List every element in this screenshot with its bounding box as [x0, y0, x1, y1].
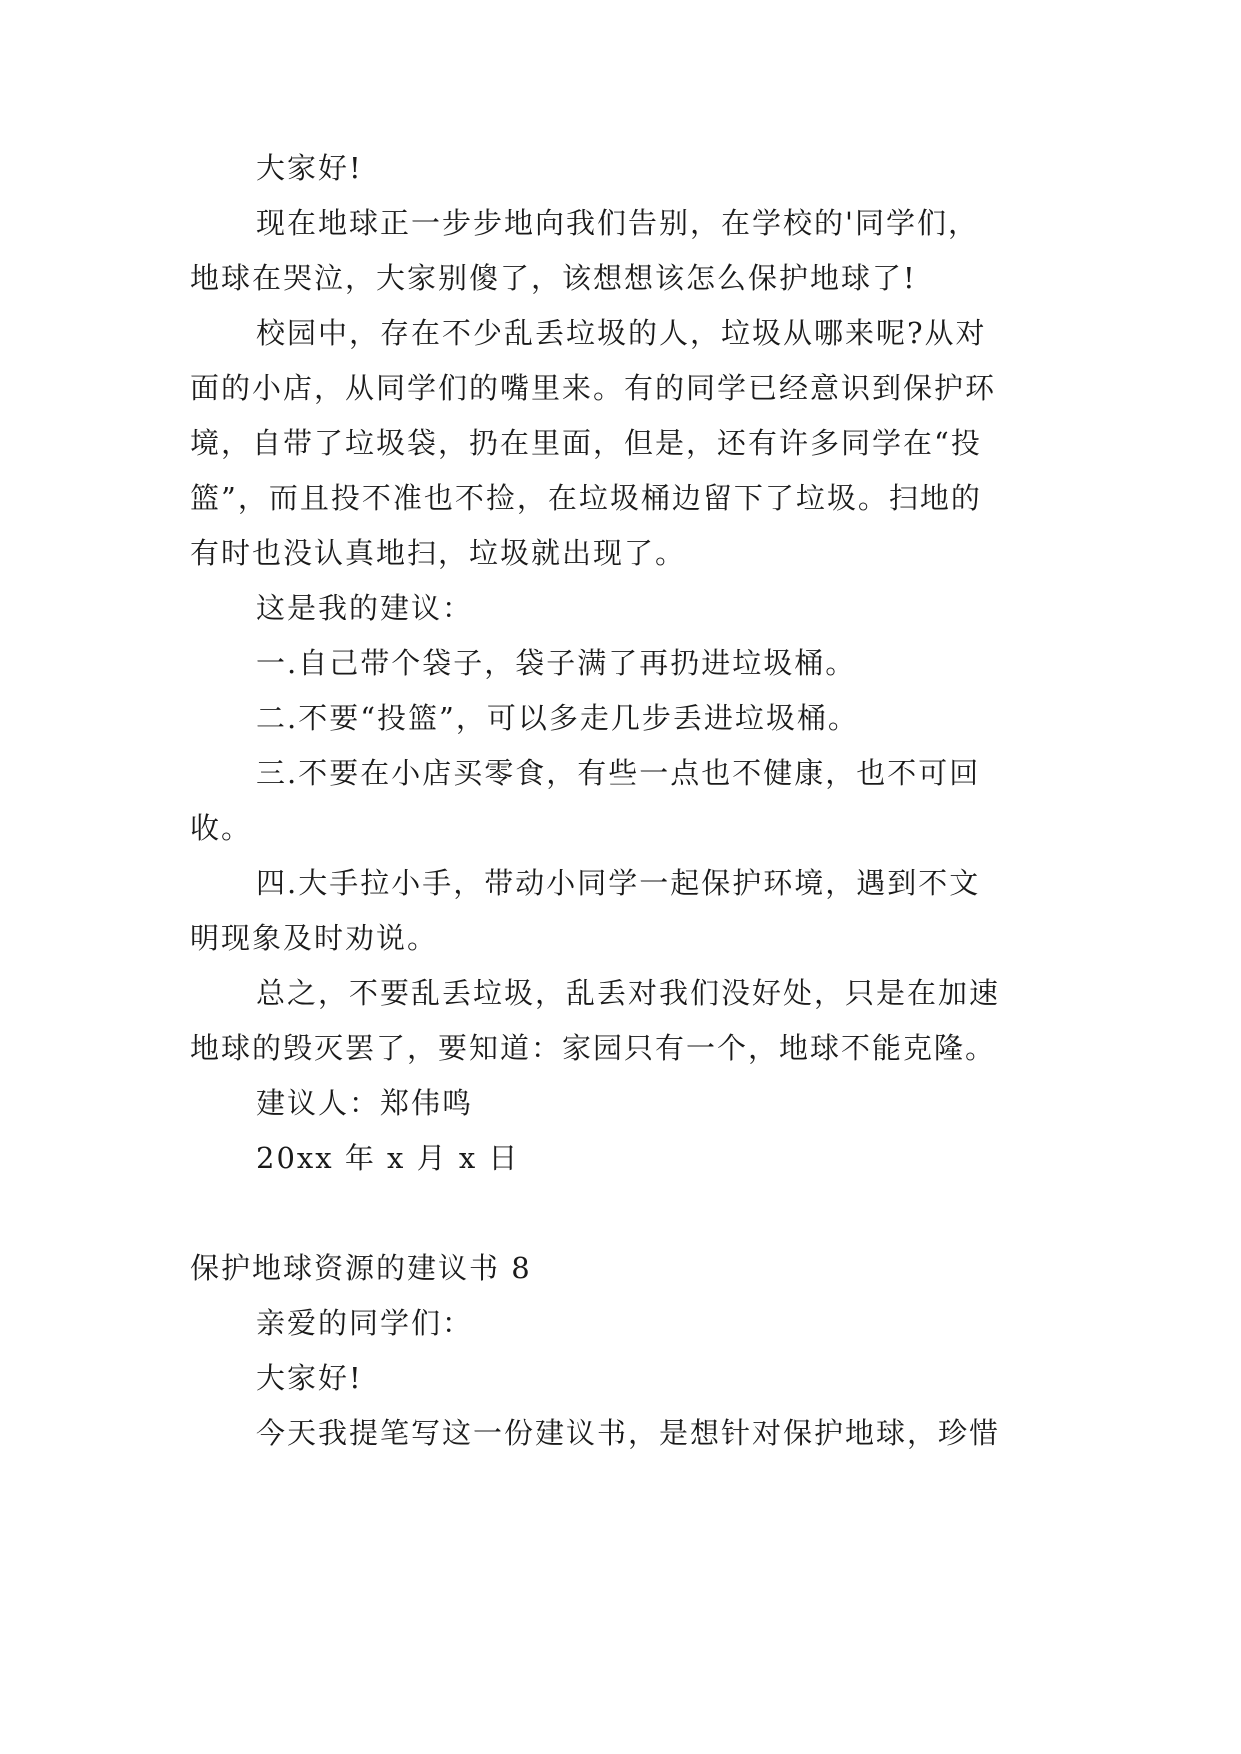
paragraph-line: 校园中，存在不少乱丢垃圾的人，垃圾从哪来呢?从对: [256, 316, 987, 350]
paragraph-line: 地球在哭泣，大家别傻了，该想想该怎么保护地球了!: [190, 261, 917, 295]
section-title: 保护地球资源的建议书 8: [190, 1251, 532, 1285]
paragraph-line: 篮”，而且投不准也不捡，在垃圾桶边留下了垃圾。扫地的: [190, 481, 982, 515]
paragraph-line: 今天我提笔写这一份建议书，是想针对保护地球，珍惜: [256, 1416, 1001, 1450]
suggestion-item-continued: 明现象及时劝说。: [190, 921, 439, 955]
greeting: 大家好!: [256, 151, 363, 185]
paragraph-line: 现在地球正一步步地向我们告别，在学校的'同学们，: [256, 206, 979, 240]
suggestion-item: 三.不要在小店买零食，有些一点也不健康，也不可回: [256, 756, 981, 790]
suggestion-intro: 这是我的建议：: [256, 591, 474, 625]
paragraph-line: 面的小店，从同学们的嘴里来。有的同学已经意识到保护环: [190, 371, 997, 405]
greeting: 大家好!: [256, 1361, 363, 1395]
suggestion-item: 四.大手拉小手，带动小同学一起保护环境，遇到不文: [256, 866, 981, 900]
paragraph-line: 有时也没认真地扫，垃圾就出现了。: [190, 536, 687, 570]
paragraph-line: 总之，不要乱丢垃圾，乱丢对我们没好处，只是在加速: [256, 976, 1001, 1010]
suggestion-item: 二.不要“投篮”，可以多走几步丢进垃圾桶。: [256, 701, 859, 735]
document-page: [190, 0, 1070, 1754]
date-line: 20xx 年 x 月 x 日: [256, 1141, 520, 1175]
signature-line: 建议人：郑伟鸣: [256, 1086, 474, 1120]
paragraph-line: 地球的毁灭罢了，要知道：家园只有一个，地球不能克隆。: [190, 1031, 997, 1065]
salutation: 亲爱的同学们：: [256, 1306, 474, 1340]
suggestion-item: 一.自己带个袋子，袋子满了再扔进垃圾桶。: [256, 646, 857, 680]
paragraph-line: 境，自带了垃圾袋，扔在里面，但是，还有许多同学在“投: [190, 426, 982, 460]
suggestion-item-continued: 收。: [190, 811, 253, 845]
